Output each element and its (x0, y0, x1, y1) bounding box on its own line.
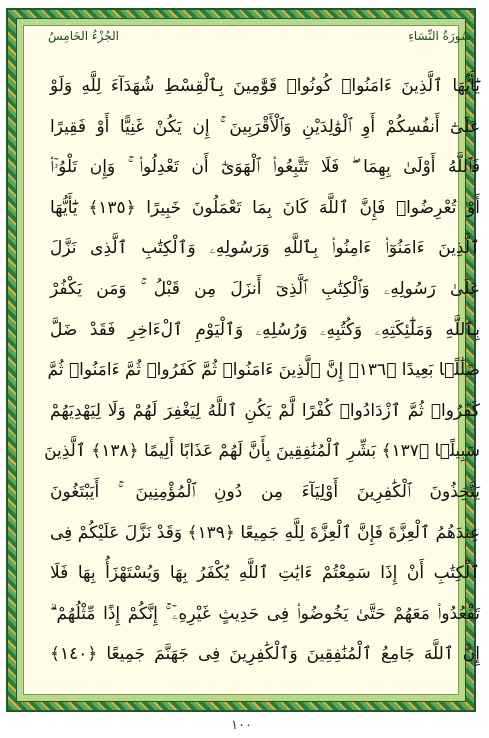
verse-line: عَلَىٰ رَسُولِهِۦ وَٱلْكِتَٰبِ ٱلَّذِىٓ أَنزَلَ مِن قَبْلُ ۚ وَمَن يَكْفُرْ (50, 278, 480, 299)
verse-line: أَوْ تُعْرِضُوا۟ فَإِنَّ ٱللَّهَ كَانَ بِمَا تَعْمَلُونَ خَبِيرًا ﴿١٣٥﴾ يَٰٓأَيُّهَا (50, 197, 480, 218)
verse-line: سَبِيلًۢا ﴿١٣٧﴾ بَشِّرِ ٱلْمُنَٰفِقِينَ بِأَنَّ لَهُمْ عَذَابًا أَلِيمًا ﴿١٣٨﴾ ٱلَّذِينَ (44, 441, 480, 462)
verse-line: بِٱللَّهِ وَمَلَٰٓئِكَتِهِۦ وَكُتُبِهِۦ وَرُسُلِهِۦ وَٱلْيَوْمِ ٱلْءَاخِرِ فَقَدْ ضَلَّ (50, 319, 480, 340)
verse-line: إِنَّ ٱللَّهَ جَامِعُ ٱلْمُنَٰفِقِينَ وَٱلْكَٰفِرِينَ فِى جَهَنَّمَ جَمِيعًا ﴿١٤٠﴾ (50, 644, 480, 665)
mushaf-page (23, 25, 480, 695)
verse-line: ٱلْكِتَٰبِ أَنْ إِذَا سَمِعْتُمْ ءَايَٰتِ ٱللَّهِ يُكْفَرُ بِهَا وَيُسْتَهْزَأُ بِهَا فَلَا (50, 563, 480, 584)
verse-line: يَٰٓأَيُّهَا ٱلَّذِينَ ءَامَنُوا۟ كُونُوا۟ قَوَّٰمِينَ بِٱلْقِسْطِ شُهَدَآءَ لِلَّهِ وَلَوْ (50, 76, 480, 96)
page-border-frame (6, 8, 480, 712)
verse-line: عِندَهُمُ ٱلْعِزَّةَ فَإِنَّ ٱلْعِزَّةَ لِلَّهِ جَمِيعًا ﴿١٣٩﴾ وَقَدْ نَزَّلَ عَلَيْكُمْ فِى (50, 522, 480, 543)
juz-label: الجُزْءُ الخَامِسُ (48, 29, 119, 43)
verse-line: عَلَىٰٓ أَنفُسِكُمْ أَوِ ٱلْوَٰلِدَيْنِ وَٱلْأَقْرَبِينَ ۚ إِن يَكُنْ غَنِيًّا أَوْ فَقِيرًا (50, 116, 480, 137)
page-border-inner (16, 18, 480, 702)
page-number: ١٠٠ (231, 718, 252, 733)
verse-line: ٱلَّذِينَ ءَامَنُوٓا۟ ءَامِنُوا۟ بِٱللَّهِ وَرَسُولِهِۦ وَٱلْكِتَٰبِ ٱلَّذِى نَزَّلَ (50, 238, 480, 259)
verse-lines (44, 66, 480, 675)
surah-label: سُورَةُ النِّسَاءِ (408, 29, 471, 43)
verse-line: يَتَّخِذُونَ ٱلْكَٰفِرِينَ أَوْلِيَآءَ مِن دُونِ ٱلْمُؤْمِنِينَ ۚ أَيَبْتَغُونَ (50, 481, 480, 502)
verse-line: تَقْعُدُوا۟ مَعَهُمْ حَتَّىٰ يَخُوضُوا۟ فِى حَدِيثٍ غَيْرِهِۦٓ ۚ إِنَّكُمْ إِذًا مِّثْلُهُمْ ۗ (50, 603, 480, 624)
verse-line: ضَلَٰلًۢا بَعِيدًا ﴿١٣٦﴾ إِنَّ ٱلَّذِينَ ءَامَنُوا۟ ثُمَّ كَفَرُوا۟ ثُمَّ ءَامَنُوا۟ ثُمَّ (47, 360, 480, 381)
verse-line: كَفَرُوا۟ ثُمَّ ٱزْدَادُوا۟ كُفْرًا لَّمْ يَكُنِ ٱللَّهُ لِيَغْفِرَ لَهُمْ وَلَا لِيَهْدِيَهُمْ (50, 400, 480, 421)
page-header (30, 26, 489, 46)
verse-line: فَٱللَّهُ أَوْلَىٰ بِهِمَا ۖ فَلَا تَتَّبِعُوا۟ ٱلْهَوَىٰٓ أَن تَعْدِلُوا۟ ۚ وَإِن تَلْوُۥٓا۟ (50, 157, 480, 178)
